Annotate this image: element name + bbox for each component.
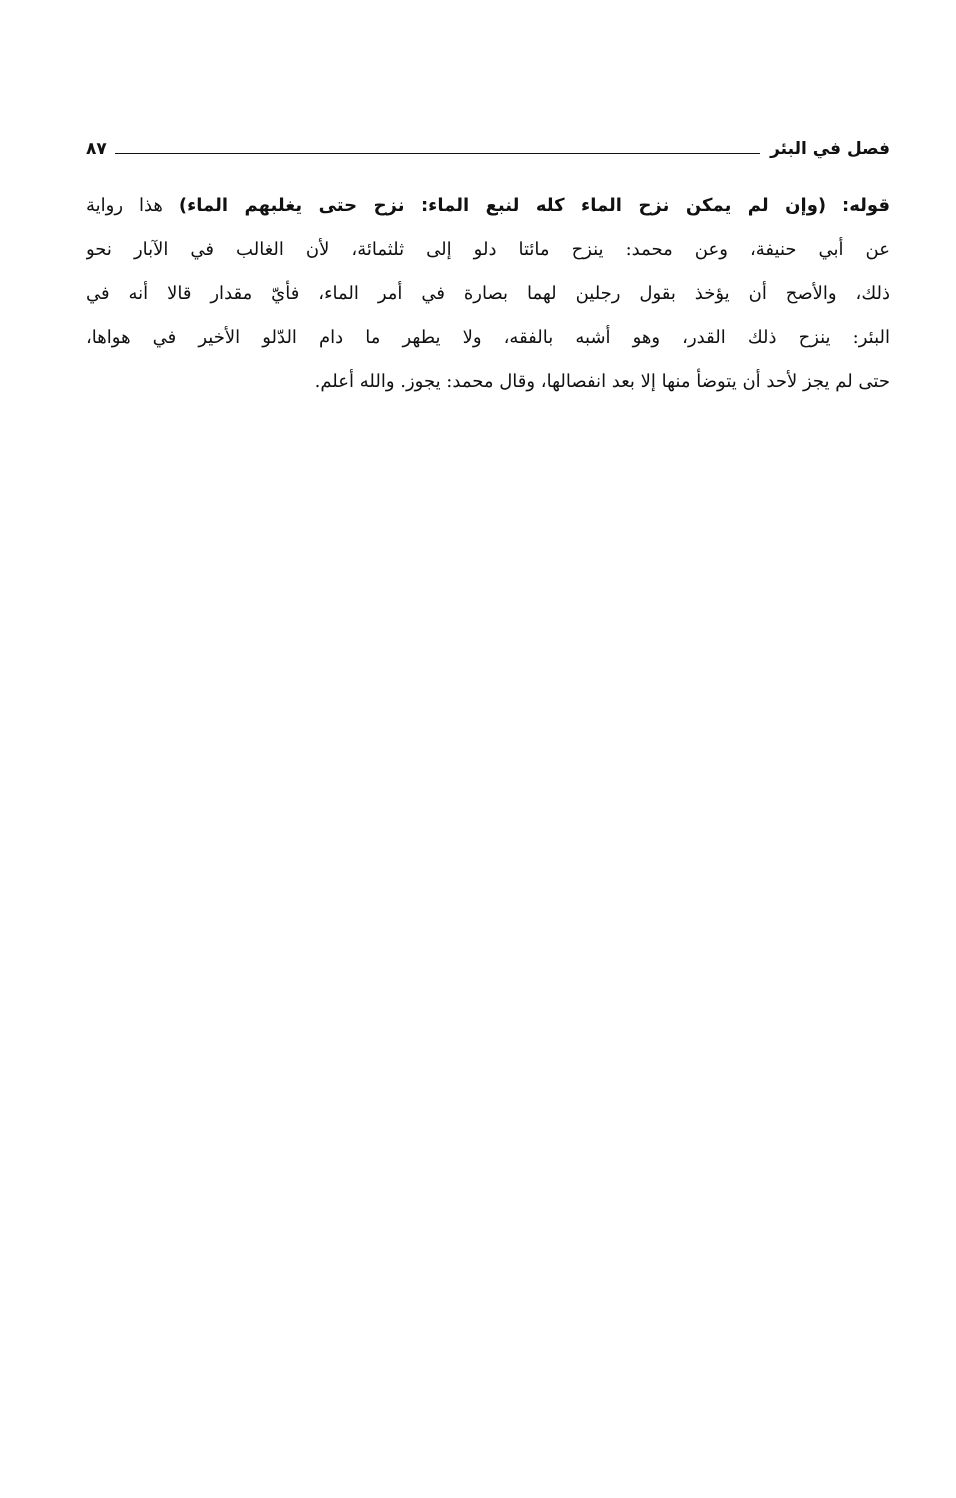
body-paragraph (86, 184, 890, 404)
page-number: ٨٧ (86, 139, 107, 159)
quoted-text: (وإن لم يمكن نزح الماء كله لنبع الماء: نزح حتى يغلبهم الماء) (178, 195, 827, 216)
chapter-title: فصل في البئر (770, 139, 890, 159)
text-line-1 (86, 184, 890, 228)
text-line-3: ذلك، والأصح أن يؤخذ بقول رجلين لهما بصارة في أمر الماء، فأيّ مقدار قالا أنه في (86, 283, 890, 304)
running-header (86, 128, 890, 158)
line1-rest: هذا رواية (86, 195, 179, 216)
lead-word: قوله: (842, 195, 890, 216)
text-line-5: حتى لم يجز لأحد أن يتوضأ منها إلا بعد انفصالها، وقال محمد: يجوز. والله أعلم. (314, 371, 890, 392)
header-rule (115, 153, 760, 154)
text-line-4: البئر: ينزح ذلك القدر، وهو أشبه بالفقه، ولا يطهر ما دام الدّلو الأخير في هواها، (86, 327, 890, 348)
text-line-2: عن أبي حنيفة، وعن محمد: ينزح مائتا دلو إلى ثلثمائة، لأن الغالب في الآبار نحو (86, 239, 890, 260)
